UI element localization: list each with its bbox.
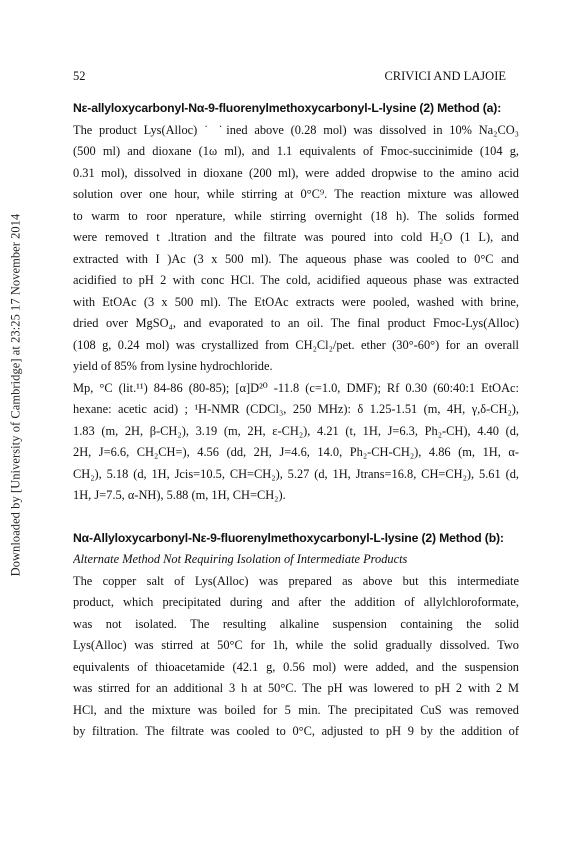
download-watermark	[2, 175, 30, 615]
paragraph-line: solution over one hour, while stirring at 0°C⁹. The reaction mixture was allowed	[73, 187, 519, 201]
page-header	[73, 69, 506, 84]
section-heading-method-b: Nα-Allyloxycarbonyl-Nε-9-fluorenylmethoxycarbonyl-L-lysine (2) Method (b):	[73, 530, 504, 545]
paragraph-line: was not isolated. The resulting alkaline suspension containing the solid	[73, 616, 519, 631]
page-number: 52	[73, 69, 86, 83]
paragraph-line: The product Lys(Alloc) ˙ ˙ined above (0.28 mol) was dissolved in 10% Na₂CO₃	[73, 122, 519, 137]
download-watermark-text: Downloaded by [University of Cambridge] at 23:25 17 November 2014	[8, 213, 23, 577]
paragraph-line: to warm to roor nperature, while stirring overnight (18 h). The solids formed	[73, 208, 519, 223]
running-title: CRIVICI AND LAJOIE	[384, 69, 506, 83]
paragraph-line: equivalents of thioacetamide (42.1 g, 0.56 mol) were added, and the suspension	[73, 659, 519, 674]
paragraph-line: yield of 85% from lysine hydrochloride.	[73, 359, 273, 373]
paragraph-line: by filtration. The filtrate was cooled to 0°C, adjusted to pH 9 by the addition of	[73, 724, 519, 738]
paragraph-line: were removed t .ltration and the filtrate was poured into cold H₂O (1 L), and	[73, 230, 519, 244]
characterization-line: 1H, J=7.5, α-NH), 5.88 (m, 1H, CH=CH₂).	[73, 488, 286, 502]
article-body	[73, 98, 519, 743]
paragraph-line: (108 g, 0.24 mol) was crystallized from CH₂Cl₂/pet. ether (30°-60°) for an overall	[73, 337, 519, 352]
paragraph-line: (500 ml) and dioxane (1ω ml), and 1.1 equivalents of Fmoc-succinimide (104 g,	[73, 144, 519, 158]
paragraph-line: HCl, and the mixture was boiled for 5 min. The precipitated CuS was removed	[73, 702, 519, 717]
paragraph-line: with EtOAc (3 x 500 ml). The EtOAc extracts were pooled, washed with brine,	[73, 294, 519, 309]
characterization-line: hexane: acetic acid) ; ¹H-NMR (CDCl₃, 250 MHz): δ 1.25-1.51 (m, 4H, γ,δ-CH₂),	[73, 402, 519, 416]
characterization-line: Mp, °C (lit.¹¹) 84-86 (80-85); [α]D²⁰ -11.8 (c=1.0, DMF); Rf 0.30 (60:40:1 EtOAc:	[73, 380, 519, 395]
paragraph-line: product, which precipitated during and after the addition of allylchloroformate,	[73, 595, 519, 609]
paragraph-line: acidified to pH 2 with conc HCl. The cold, acidified aqueous phase was extracted	[73, 273, 519, 287]
section-heading-method-a: Nε-allyloxycarbonyl-Nα-9-fluorenylmethoxycarbonyl-L-lysine (2) Method (a):	[73, 101, 502, 115]
paragraph-line: Lys(Alloc) was stirred at 50°C for 1h, while the solid gradually dissolved. Two	[73, 638, 519, 652]
characterization-line: 1.83 (m, 2H, β-CH₂), 3.19 (m, 2H, ε-CH₂), 4.21 (t, 1H, J=6.3, Ph₂-CH), 4.40 (d,	[73, 423, 519, 438]
paragraph-line: extracted with I )Ac (3 x 500 ml). The aqueous phase was cooled to 0°C and	[73, 251, 519, 266]
characterization-line: 2H, J=6.6, CH₂CH=), 4.56 (dd, 2H, J=4.6, 14.0, Ph₂-CH-CH₂), 4.86 (m, 1H, α-	[73, 445, 519, 459]
section-gap	[73, 507, 519, 528]
paragraph-line: 0.31 mol), dissolved in dioxane (200 ml), were added dropwise to the amino acid	[73, 165, 519, 180]
section-subheading: Alternate Method Not Requiring Isolation of Intermediate Products	[73, 552, 408, 566]
paragraph-line: The copper salt of Lys(Alloc) was prepared as above but this intermediate	[73, 573, 519, 588]
characterization-line: CH₂), 5.18 (d, 1H, Jcis=10.5, CH=CH₂), 5.27 (d, 1H, Jtrans=16.8, CH=CH₂), 5.61 (d,	[73, 466, 519, 481]
paragraph-line: dried over MgSO₄, and evaporated to an oil. The final product Fmoc-Lys(Alloc)	[73, 316, 519, 330]
paragraph-line: was stirred for an additional 3 h at 50°C. The pH was lowered to pH 2 with 2 M	[73, 681, 519, 695]
